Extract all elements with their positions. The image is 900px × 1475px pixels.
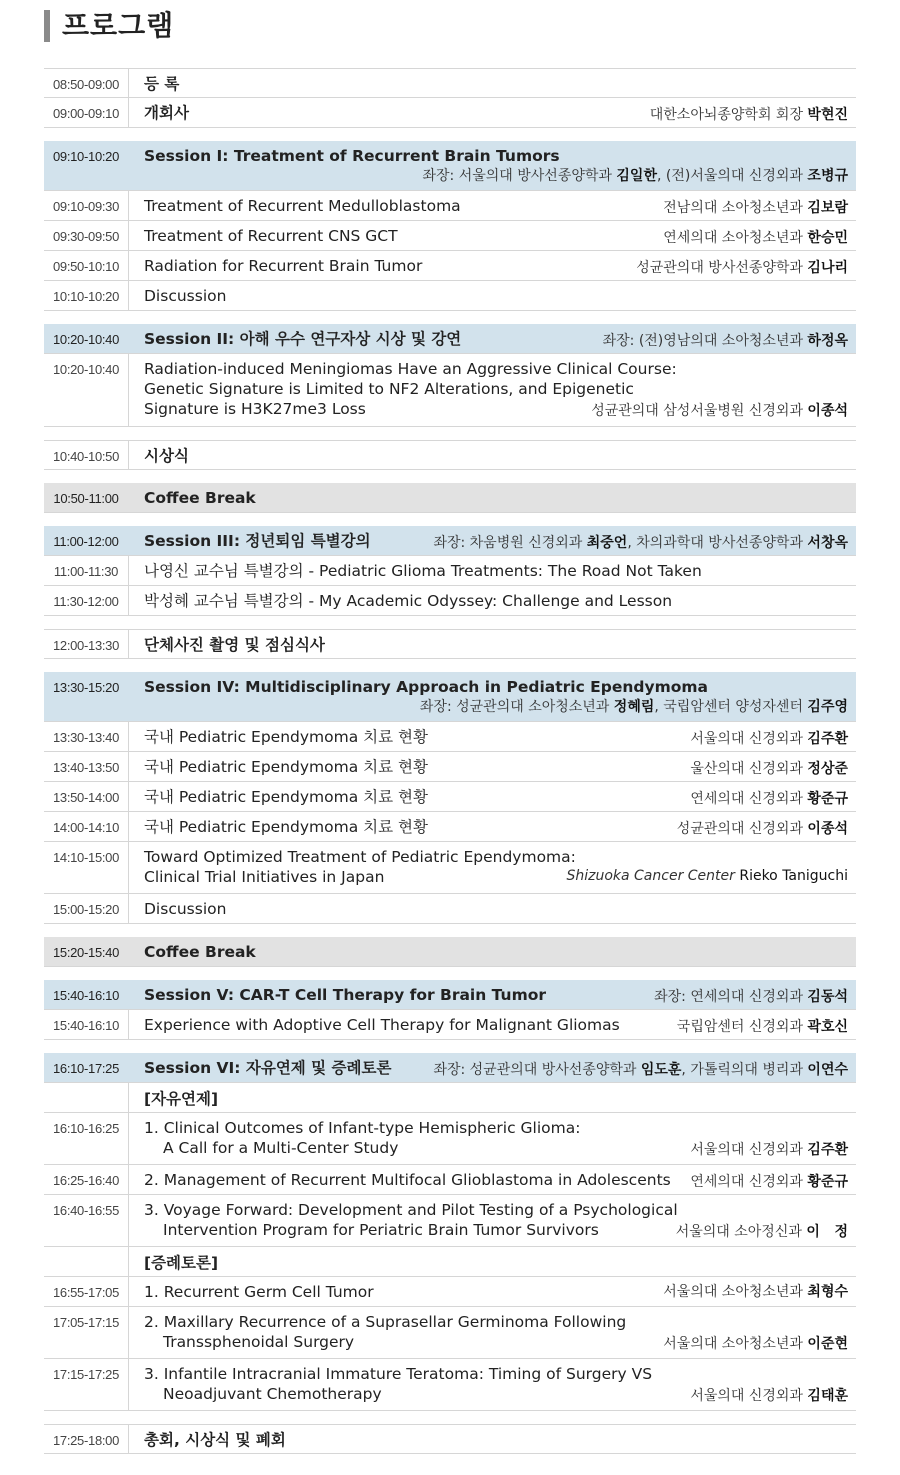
row-time: 11:00-11:30: [44, 556, 129, 585]
row-title-line: Intervention Program for Periatric Brain Tumor Survivors: [163, 1221, 599, 1239]
chair-name: 김동석: [807, 989, 848, 1005]
row-time: 15:40-16:10: [52, 988, 120, 1003]
session-header-5: [44, 980, 856, 1010]
row-time: 16:25-16:40: [44, 1165, 129, 1194]
speaker-institution: 연세의대 신경외과: [690, 1174, 803, 1190]
session-title: Session III: 정년퇴임 특별강의: [144, 532, 371, 550]
session-chairs: [433, 1059, 848, 1079]
session-header-6: [44, 1053, 856, 1083]
speaker-institution: 연세의대 소아청소년과: [663, 230, 803, 246]
program-row: [44, 1307, 856, 1359]
speaker-name: 김태훈: [807, 1388, 848, 1404]
session-header-4: [44, 672, 856, 722]
program-row-discussion: [44, 894, 856, 924]
session-title: Session I: Treatment of Recurrent Brain Tumors: [144, 147, 560, 165]
speaker-name: 박현진: [807, 107, 848, 123]
row-title: 등 록: [144, 75, 180, 93]
row-time: 11:00-12:00: [53, 534, 119, 549]
coffee-break-row: [44, 937, 856, 967]
row-time: 16:10-17:25: [52, 1061, 120, 1076]
row-title: 시상식: [144, 447, 189, 465]
speaker-name: 이종석: [807, 403, 848, 419]
speaker-name: 이준현: [807, 1336, 848, 1352]
row-title: 국내 Pediatric Ependymoma 치료 현황: [144, 818, 428, 836]
program-row: [44, 586, 856, 616]
speaker-name: 김나리: [807, 260, 848, 276]
program-row-closing: [44, 1424, 856, 1454]
row-title: 2. Management of Recurrent Multifocal Glioblastoma in Adolescents: [144, 1171, 671, 1189]
coffee-break-row: [44, 483, 856, 513]
chair-name: 최중언: [586, 535, 628, 551]
session-header-2: [44, 324, 856, 354]
speaker: [690, 1385, 848, 1405]
chair-label: 좌장: 성균관의대 소아청소년과: [419, 699, 610, 715]
session-header-3: [44, 526, 856, 556]
chair-name: 하정옥: [807, 333, 848, 349]
row-title-line: 3. Voyage Forward: Development and Pilot Testing of a Psychological: [144, 1201, 678, 1219]
program-row: [44, 812, 856, 842]
speaker-institution: 서울의대 소아청소년과: [663, 1336, 803, 1352]
row-title: 국내 Pediatric Ependymoma 치료 현황: [144, 788, 428, 806]
row-title: Treatment of Recurrent CNS GCT: [144, 227, 398, 245]
speaker-institution: 연세의대 신경외과: [690, 791, 803, 807]
row-time: 16:10-16:25: [44, 1113, 129, 1164]
program-row-registration: [44, 68, 856, 98]
chair-name: 정혜림: [613, 699, 655, 715]
row-title: 1. Recurrent Germ Cell Tumor: [144, 1283, 374, 1301]
session-header-1: [44, 141, 856, 191]
session-chairs: [144, 697, 848, 717]
row-time: 13:30-13:40: [44, 722, 129, 751]
row-time: 09:30-09:50: [44, 221, 129, 250]
row-time: 09:10-09:30: [44, 191, 129, 220]
speaker-name: 곽호신: [807, 1019, 848, 1035]
row-time: 10:20-10:40: [52, 332, 120, 347]
chair-name: 조병규: [807, 168, 848, 184]
row-title-line: Transsphenoidal Surgery: [163, 1333, 355, 1351]
chair-name: 이연수: [807, 1062, 848, 1078]
speaker-name: Rieko Taniguchi: [739, 868, 848, 884]
speaker-institution: 서울의대 소아정신과: [675, 1224, 802, 1240]
program-row-award: [44, 440, 856, 470]
row-time: 10:40-10:50: [44, 441, 129, 469]
row-title: 국내 Pediatric Ependymoma 치료 현황: [144, 728, 428, 746]
program-row: [44, 1277, 856, 1307]
row-title: 단체사진 촬영 및 점심식사: [144, 636, 325, 654]
speaker-institution: 성균관의대 삼성서울병원 신경외과: [591, 403, 803, 419]
chair-mid: , 국립암센터 양성자센터: [654, 699, 803, 715]
row-title: 국내 Pediatric Ependymoma 치료 현황: [144, 758, 428, 776]
speaker-institution: 대한소아뇌종양학회 회장: [649, 107, 803, 123]
program-row: [44, 752, 856, 782]
speaker: [690, 728, 848, 748]
program-row-lunch: [44, 629, 856, 659]
row-time: 10:50-11:00: [53, 491, 119, 506]
speaker-name: 황준규: [807, 1174, 848, 1190]
speaker-institution: 서울의대 신경외과: [690, 1142, 803, 1158]
program-row: [44, 782, 856, 812]
program-row: [44, 1359, 856, 1411]
speaker-name: 이 정: [806, 1224, 848, 1240]
session-title: Session VI: 자유연제 및 증례토론: [144, 1059, 392, 1077]
chair-label: 좌장: 차움병원 신경외과: [433, 535, 583, 551]
row-title: Radiation for Recurrent Brain Tumor: [144, 257, 423, 275]
title-accent-bar: [44, 10, 50, 42]
chair-label: 좌장: 서울의대 방사선종양학과: [422, 168, 612, 184]
session-chairs: [603, 330, 848, 350]
speaker-name: 최형수: [807, 1284, 848, 1300]
session-title: Session II: 아해 우수 연구자상 시상 및 강연: [144, 330, 462, 348]
speaker-institution: 성균관의대 신경외과: [676, 821, 803, 837]
chair-label: 좌장: 성균관의대 방사선종양학과: [433, 1062, 637, 1078]
speaker-institution: 서울의대 신경외과: [690, 731, 803, 747]
subsection-label: [자유연제]: [144, 1090, 219, 1108]
speaker: [663, 227, 848, 247]
row-title-line: Toward Optimized Treatment of Pediatric Ependymoma:: [144, 848, 576, 866]
speaker: [690, 1139, 848, 1159]
row-time: 09:00-09:10: [44, 98, 129, 127]
speaker-name: 이종석: [807, 821, 848, 837]
subsection-free-papers: [44, 1083, 856, 1113]
speaker: [677, 818, 848, 838]
row-title: Discussion: [144, 287, 227, 305]
speaker-institution: Shizuoka Cancer Center: [566, 868, 735, 884]
session-title: Session V: CAR-T Cell Therapy for Brain Tumor: [144, 986, 547, 1004]
row-time: 12:00-13:30: [44, 630, 129, 658]
row-title-line: Neoadjuvant Chemotherapy: [163, 1385, 382, 1403]
row-title: Treatment of Recurrent Medulloblastoma: [144, 197, 461, 215]
row-time: 09:10-10:20: [52, 149, 120, 164]
row-time: 09:50-10:10: [44, 251, 129, 280]
speaker: [690, 788, 848, 808]
row-title: 박성혜 교수님 특별강의 - My Academic Odyssey: Challenge and Lesson: [144, 592, 673, 610]
session-chairs: [654, 986, 848, 1006]
speaker-name: 김주환: [807, 731, 848, 747]
row-title-line: Radiation-induced Meningiomas Have an Aggressive Clinical Course:: [144, 360, 677, 378]
session-chairs: [144, 166, 848, 186]
speaker: [676, 1221, 848, 1241]
row-title: Discussion: [144, 900, 227, 918]
row-time: 17:05-17:15: [44, 1307, 129, 1358]
subsection-case-discussion: [44, 1247, 856, 1277]
chair-name: 임도훈: [640, 1062, 682, 1078]
row-title: Coffee Break: [144, 943, 256, 961]
row-time: 17:15-17:25: [44, 1359, 129, 1410]
program-row-opening: [44, 98, 856, 128]
session-title: Session IV: Multidisciplinary Approach in Pediatric Ependymoma: [144, 678, 709, 696]
chair-mid: , 차의과학대 방사선종양학과: [627, 535, 803, 551]
row-time: 15:40-16:10: [44, 1010, 129, 1039]
chair-mid: , (전)서울의대 신경외과: [656, 168, 803, 184]
speaker-name: 김주환: [807, 1142, 848, 1158]
row-time: 14:10-15:00: [44, 842, 129, 893]
row-time: 10:10-10:20: [44, 281, 129, 310]
row-title-line: 1. Clinical Outcomes of Infant-type Hemispheric Glioma:: [144, 1119, 581, 1137]
program-row: [44, 842, 856, 894]
speaker-institution: 국립암센터 신경외과: [676, 1019, 803, 1035]
row-time: 15:20-15:40: [52, 945, 120, 960]
speaker-name: 황준규: [807, 791, 848, 807]
speaker-name: 정상준: [807, 761, 848, 777]
subsection-label: [증례토론]: [144, 1254, 219, 1272]
chair-label: 좌장: (전)영남의대 소아청소년과: [602, 333, 803, 349]
chair-mid: , 가톨릭의대 병리과: [681, 1062, 803, 1078]
program-row: [44, 722, 856, 752]
row-time: 17:25-18:00: [44, 1425, 129, 1453]
chair-label: 좌장: 연세의대 신경외과: [654, 989, 803, 1005]
speaker-name: 김보람: [807, 200, 848, 216]
program-row: [44, 1010, 856, 1040]
speaker-institution: 전남의대 소아청소년과: [663, 200, 803, 216]
row-time: 13:30-15:20: [52, 680, 120, 695]
row-title: 나영신 교수님 특별강의 - Pediatric Glioma Treatments: The Road Not Taken: [144, 562, 702, 580]
row-title-line: A Call for a Multi-Center Study: [163, 1139, 399, 1157]
speaker-institution: 서울의대 소아청소년과: [663, 1284, 803, 1300]
speaker: [663, 1281, 848, 1301]
row-title-line: 3. Infantile Intracranial Immature Teratoma: Timing of Surgery VS: [144, 1365, 653, 1383]
row-title: Coffee Break: [144, 489, 256, 507]
program-row: [44, 251, 856, 281]
speaker: [566, 868, 848, 884]
program-row: [44, 556, 856, 586]
speaker: [636, 257, 848, 277]
program-row-discussion: [44, 281, 856, 311]
speaker: [690, 758, 848, 778]
row-title-line: 2. Maxillary Recurrence of a Suprasellar Germinoma Following: [144, 1313, 627, 1331]
program-row: [44, 1165, 856, 1195]
row-title-line: Signature is H3K27me3 Loss: [144, 400, 366, 418]
speaker-institution: 성균관의대 방사선종양학과: [636, 260, 803, 276]
row-time: 13:50-14:00: [44, 782, 129, 811]
chair-name: 김일한: [616, 168, 657, 184]
program-row: [44, 1113, 856, 1165]
row-time: 15:00-15:20: [44, 894, 129, 923]
row-time: 13:40-13:50: [44, 752, 129, 781]
row-time: 14:00-14:10: [44, 812, 129, 841]
page-title: 프로그램: [62, 9, 175, 42]
program-row: [44, 1195, 856, 1247]
speaker: [677, 1016, 848, 1036]
speaker: [690, 1171, 848, 1191]
program-row: [44, 191, 856, 221]
program-table: [44, 68, 856, 1454]
speaker: [591, 400, 848, 420]
row-title-line: Genetic Signature is Limited to NF2 Alterations, and Epigenetic: [144, 380, 634, 398]
speaker-name: 한승민: [807, 230, 848, 246]
row-title: Experience with Adoptive Cell Therapy for Malignant Gliomas: [144, 1016, 620, 1034]
chair-name: 서창옥: [807, 535, 848, 551]
chair-name: 김주영: [807, 699, 848, 715]
speaker: [663, 1333, 848, 1353]
speaker-institution: 울산의대 신경외과: [690, 761, 803, 777]
program-row: [44, 354, 856, 427]
speaker: [663, 197, 848, 217]
program-row: [44, 221, 856, 251]
speaker-institution: 서울의대 신경외과: [690, 1388, 803, 1404]
row-time: 10:20-10:40: [44, 354, 129, 426]
row-title: 개회사: [144, 104, 189, 122]
row-title: 총회, 시상식 및 폐회: [144, 1431, 286, 1449]
row-title-line: Clinical Trial Initiatives in Japan: [144, 868, 385, 886]
session-chairs: [433, 532, 848, 552]
speaker: [650, 104, 848, 124]
row-time: 16:55-17:05: [44, 1277, 129, 1306]
row-time: 11:30-12:00: [44, 586, 129, 615]
row-time: 16:40-16:55: [44, 1195, 129, 1246]
row-time: 08:50-09:00: [44, 69, 129, 97]
